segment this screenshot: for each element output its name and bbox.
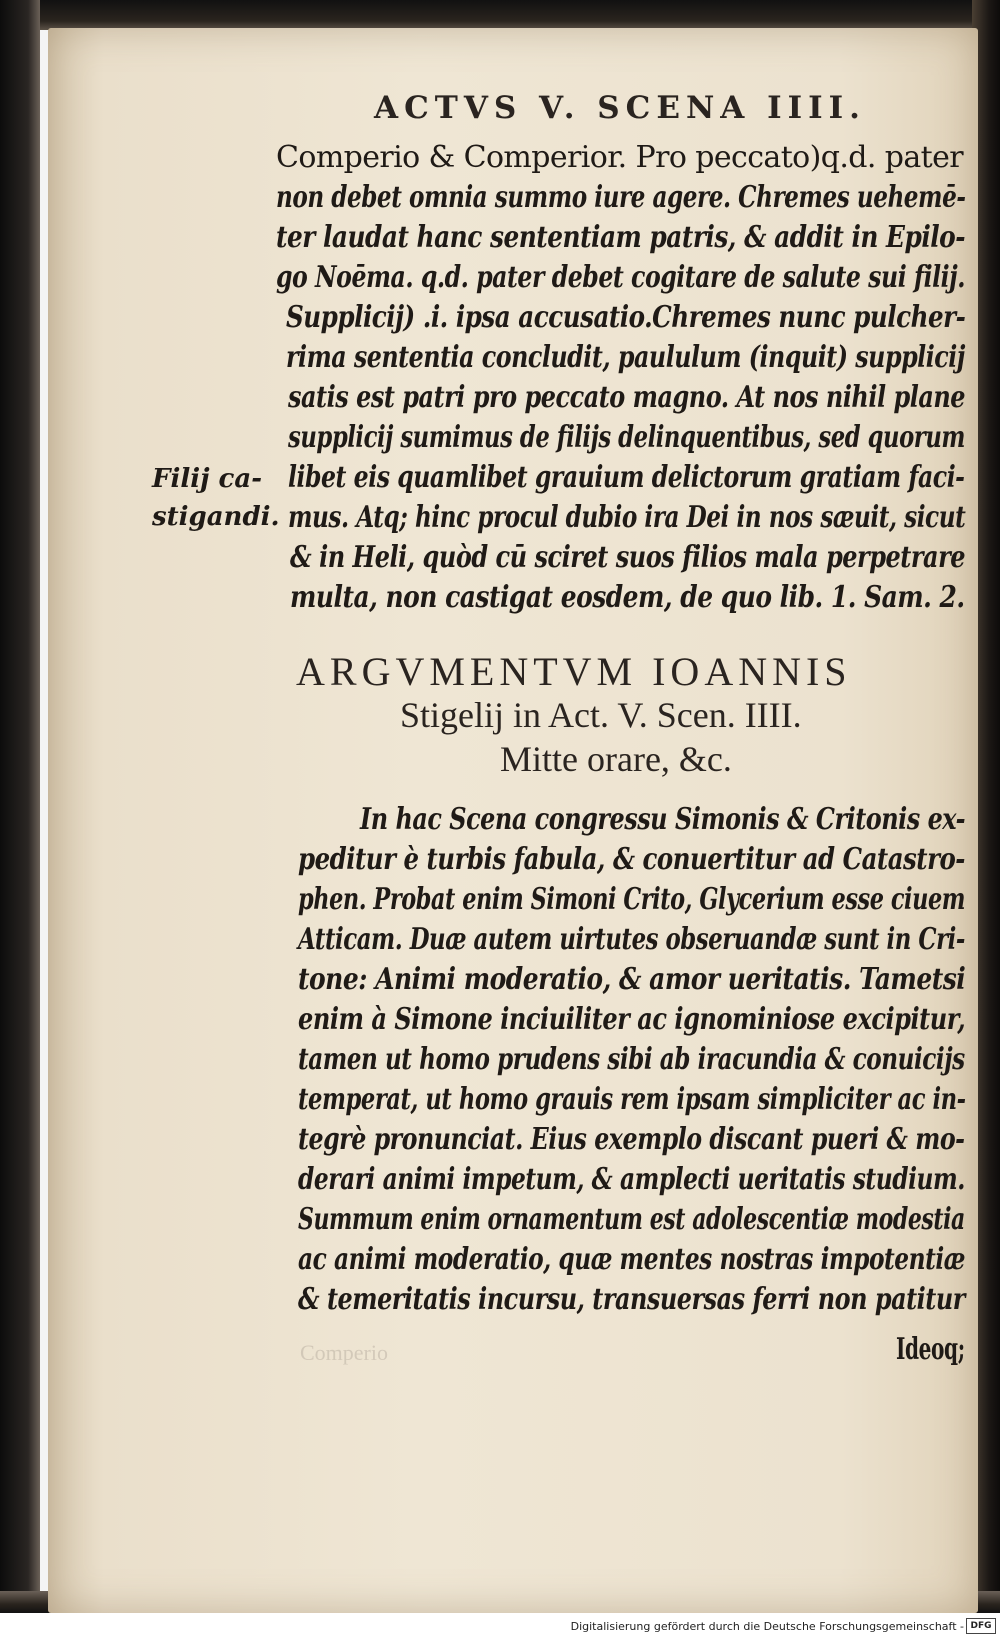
catchword: Ideoq; (896, 1332, 965, 1367)
argument-line: derari animi impetum, & amplecti ueritatis studium. (298, 1162, 965, 1197)
margin-note-line: stigandi. (152, 502, 280, 532)
argument-line: tone: Animi moderatio, & amor ueritatis. Tametsi (298, 962, 966, 997)
commentary-line: Comperio & Comperior. Pro peccato)q.d. pater (276, 140, 963, 175)
commentary-line: satis est patri pro peccato magno. At nos nihil plane (288, 380, 966, 415)
commentary-line: go Noēma. q.d. pater debet cogitare de salute sui filij. (276, 260, 965, 295)
scan-border-left (0, 0, 40, 1639)
argument-incipit: Mitte orare, &c. (500, 739, 732, 779)
footer-bar (0, 1613, 1000, 1639)
scan-border-top (0, 0, 1000, 30)
margin-note-line: Filij ca- (152, 464, 263, 494)
argument-subheading: Stigelij in Act. V. Scen. IIII. (400, 695, 802, 735)
dfg-logo-icon: DFG (966, 1618, 996, 1634)
argument-line: phen. Probat enim Simoni Crito, Glycerium esse ciuem (298, 882, 966, 917)
argument-line: temperat, ut homo grauis rem ipsam simpliciter ac in- (298, 1082, 966, 1117)
commentary-line: multa, non castigat eosdem, de quo lib. 1. Sam. 2. (290, 580, 965, 615)
argument-line: In hac Scena congressu Simonis & Critonis ex- (360, 802, 966, 837)
commentary-line: libet eis quamlibet grauium delictorum gratiam faci- (288, 460, 965, 495)
argument-line: & temeritatis incursu, transuersas ferri non patitur (298, 1282, 965, 1317)
show-through-text: Comperio (300, 1340, 388, 1365)
argument-heading: ARGVMENTVM IOANNIS (296, 649, 852, 694)
commentary-line: supplicij sumimus de filijs delinquentibus, sed quorum (288, 420, 965, 455)
funding-credit: Digitalisierung gefördert durch die Deutsche Forschungsgemeinschaft - (570, 1620, 964, 1633)
argument-line: tegrè pronunciat. Eius exemplo discant pueri & mo- (298, 1122, 965, 1157)
commentary-line: rima sententia concludit, paululum (inquit) supplicij (286, 340, 965, 375)
argument-line: Summum enim ornamentum est adolescentiæ modestia (298, 1202, 965, 1237)
argument-line: ac animi moderatio, quæ mentes nostras impotentiæ (298, 1242, 965, 1277)
argument-line: Atticam. Duæ autem uirtutes obseruandæ sunt in Cri- (298, 922, 965, 957)
argument-line: tamen ut homo prudens sibi ab iracundia & conuicijs (298, 1042, 965, 1077)
commentary-line: & in Heli, quòd cū sciret suos filios mala perpetrare (290, 540, 966, 575)
argument-line: enim à Simone inciuiliter ac ignominiose excipitur, (298, 1002, 966, 1037)
running-head: ACTVS V. SCENA IIII. (374, 90, 866, 126)
commentary-line: mus. Atq; hinc procul dubio ira Dei in nos sæuit, sicut (288, 500, 966, 535)
commentary-line: ter laudat hanc sententiam patris, & addit in Epilo- (276, 220, 966, 255)
commentary-line: non debet omnia summo iure agere. Chremes uehemē- (276, 180, 966, 215)
argument-line: peditur è turbis fabula, & conuertitur ad Catastro- (298, 842, 965, 877)
commentary-line: Supplicij) .i. ipsa accusatio.Chremes nunc pulcher- (286, 300, 966, 335)
